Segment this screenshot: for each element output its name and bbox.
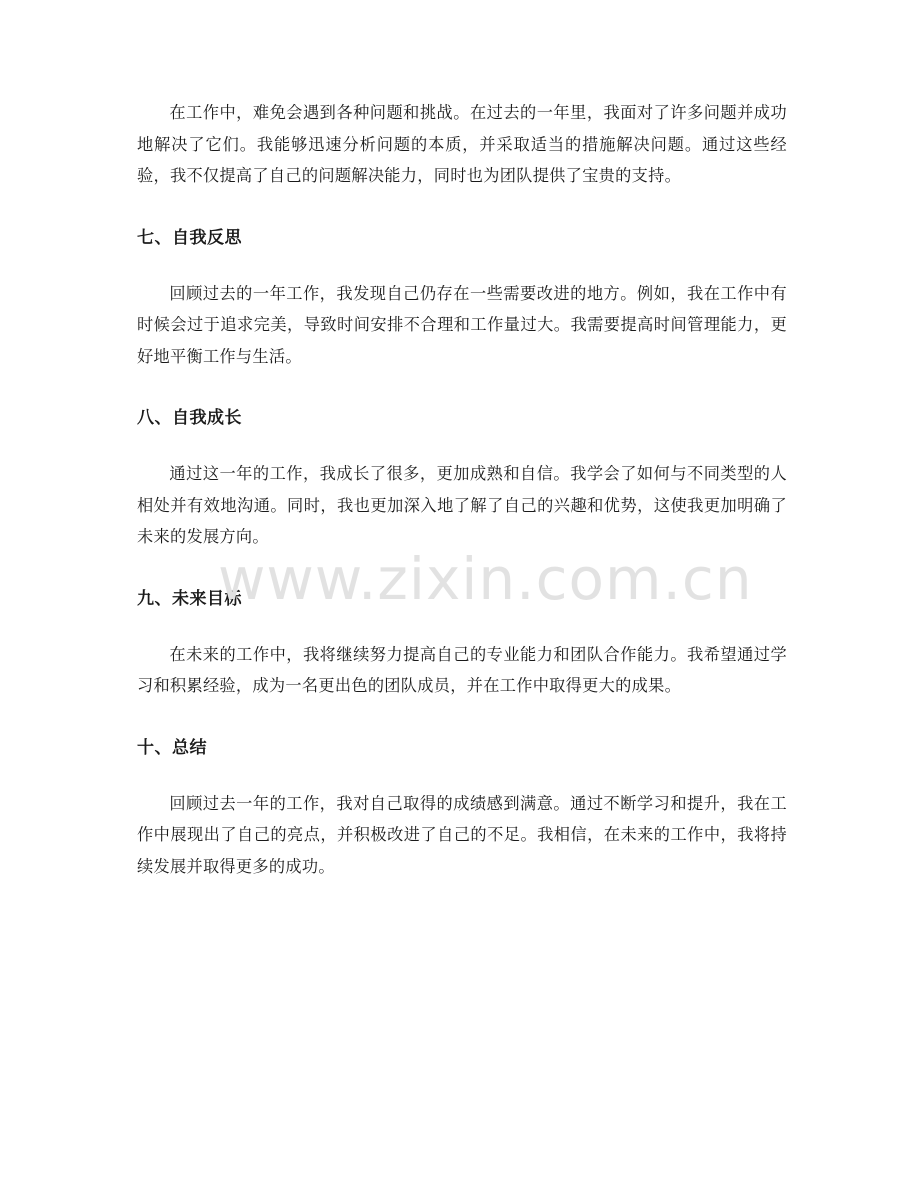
watermark: www.zixin.com.cn — [218, 545, 753, 613]
section-heading: 九、未来目标 — [137, 588, 242, 609]
section-paragraph: 在未来的工作中，我将继续努力提高自己的专业能力和团队合作能力。我希望通过学习和积累经验，成为一名更出色的团队成员，并在工作中取得更大的成果。 — [137, 644, 787, 695]
section-heading: 十、总结 — [137, 737, 207, 758]
intro-paragraph: 在工作中，难免会遇到各种问题和挑战。在过去的一年里，我面对了许多问题并成功地解决了它们。我能够迅速分析问题的本质，并采取适当的措施解决问题。通过这些经验，我不仅提高了自己的问题解决能力，同时也为团队提供了宝贵的支持。 — [137, 103, 787, 185]
section-self-growth — [137, 405, 787, 553]
section-heading: 八、自我成长 — [137, 408, 242, 428]
section-paragraph: 通过这一年的工作，我成长了很多，更加成熟和自信。我学会了如何与不同类型的人相处并有效地沟通。同时，我也更加深入地了解了自己的兴趣和优势，这使我更加明确了未来的发展方向。 — [137, 464, 787, 546]
section-paragraph: 回顾过去的一年工作，我发现自己仍存在一些需要改进的地方。例如，我在工作中有时候会过于追求完美，导致时间安排不合理和工作量过大。我需要提高时间管理能力，更好地平衡工作与生活。 — [137, 283, 787, 366]
section-future-goals — [137, 586, 787, 702]
section-paragraph: 回顾过去一年的工作，我对自己取得的成绩感到满意。通过不断学习和提升，我在工作中展现出了自己的亮点，并积极改进了自己的不足。我相信，在未来的工作中，我将持续发展并取得更多的成功。 — [137, 793, 787, 876]
document-page — [137, 97, 787, 882]
section-self-reflection — [137, 225, 787, 373]
section-heading: 七、自我反思 — [137, 227, 242, 248]
section-summary — [137, 735, 787, 883]
